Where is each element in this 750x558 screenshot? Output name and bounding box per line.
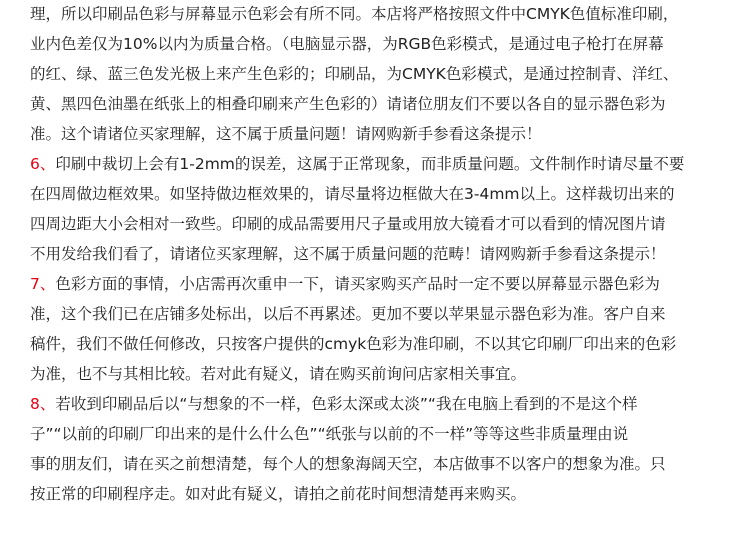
item8-line-4: 按正常的印刷程序走。如对此有疑义，请拍之前花时间想清楚再来购买。 [30,485,527,503]
item8-number: 8、 [30,395,56,413]
item5-line-5: 准。这个请诸位买家理解，这不属于质量问题！请网购新手参看这条提示！ [30,125,542,143]
item7-number: 7、 [30,275,56,293]
item8-line-2: 子”“以前的印刷厂印出来的是什么什么色”“纸张与以前的不一样”等等这些非质量理由说 [30,425,629,443]
item6-line-1 [30,149,720,179]
item7-line-3: 稿件，我们不做任何修改，只按客户提供的cmyk色彩为准印刷，不以其它印刷厂印出来的色彩 [30,335,677,353]
item8-text: 若收到印刷品后以“与想象的不一样，色彩太深或太淡”“我在电脑上看到的不是这个样 [55,395,638,413]
item5-line-3: 的红、绿、蓝三色发光极上来产生色彩的；印刷品，为CMYK色彩模式，是通过控制青、洋红、 [30,65,679,83]
item6-line-3: 四周边距大小会相对一致些。印刷的成品需要用尺子量或用放大镜看才可以看到的情况图片请 [30,215,666,233]
item6-line-2: 在四周做边框效果。如坚持做边框效果的，请尽量将边框做大在3-4mm以上。这样裁切出来的 [30,185,675,203]
item5-line-2: 业内色差仅为10%以内为质量合格。（电脑显示器，为RGB色彩模式，是通过电子枪打在屏幕 [30,35,664,53]
notice-document [30,0,720,509]
item6-text: 印刷中裁切上会有1-2mm的误差，这属于正常现象，而非质量问题。文件制作时请尽量不要 [55,155,685,173]
item8-line-3: 事的朋友们，请在买之前想清楚，每个人的想象海阔天空，本店做事不以客户的想象为准。只 [30,455,666,473]
item5-line-1: 理，所以印刷品色彩与屏幕显示色彩会有所不同。本店将严格按照文件中CMYK色值标准印刷， [30,5,679,23]
item5-line-4: 黄、黑四色油墨在纸张上的相叠印刷来产生色彩的）请诸位朋友们不要以各自的显示器色彩为 [30,95,666,113]
item7-line-1 [30,269,720,299]
item7-text: 色彩方面的事情，小店需再次重申一下，请买家购买产品时一定不要以屏幕显示器色彩为 [55,275,660,293]
item8-line-1 [30,389,720,419]
item7-line-4: 为准，也不与其相比较。若对此有疑义，请在购买前询问店家相关事宜。 [30,365,527,383]
item6-line-4: 不用发给我们看了，请诸位买家理解，这不属于质量问题的范畴！请网购新手参看这条提示！ [30,245,666,263]
item7-line-2: 准，这个我们已在店铺多处标出，以后不再累述。更加不要以苹果显示器色彩为准。客户自来 [30,305,666,323]
item6-number: 6、 [30,155,56,173]
